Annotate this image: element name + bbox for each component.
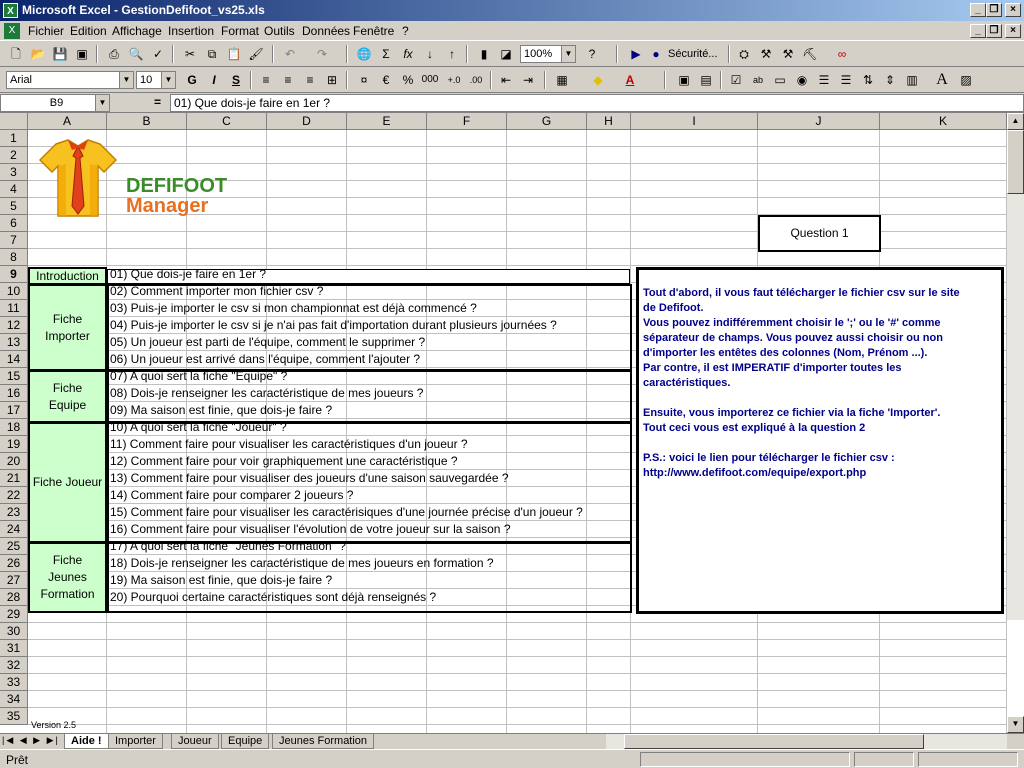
thousands-button[interactable]: 000	[421, 74, 439, 85]
currency-style-icon[interactable]: ¤	[360, 73, 368, 87]
row-header[interactable]: 7	[0, 232, 28, 249]
align-left-icon[interactable]: ≡	[262, 73, 270, 87]
separator	[466, 45, 468, 63]
decrease-decimal-icon[interactable]: .00	[469, 75, 483, 85]
link-icon[interactable]: ∞	[837, 47, 847, 61]
tab-nav-icons[interactable]: |◀ ◀ ▶ ▶|	[2, 735, 60, 745]
align-center-icon[interactable]: ≡	[284, 73, 292, 87]
row-header[interactable]: 15	[0, 368, 28, 385]
record-macro-icon[interactable]: ●	[652, 47, 660, 61]
row-header[interactable]: 5	[0, 198, 28, 215]
chevron-down-icon[interactable]: ▼	[95, 95, 109, 111]
visual-basic-icon[interactable]: ⛭	[739, 47, 749, 61]
run-macro-icon[interactable]: ▶	[631, 47, 641, 61]
autosum-icon[interactable]: Σ	[382, 47, 390, 61]
sort-desc-icon[interactable]: ↑	[449, 47, 455, 61]
tab-equipe[interactable]: Equipe	[221, 734, 269, 749]
gridline	[28, 622, 1007, 623]
menu-format[interactable]: Format	[221, 24, 260, 38]
menu-fichier[interactable]: Fichier	[28, 24, 65, 38]
fill-color-icon[interactable]: ◆	[593, 73, 603, 87]
gridline	[28, 146, 1007, 147]
function-icon[interactable]: fx	[403, 47, 413, 61]
zoom-value: 100%	[524, 48, 553, 60]
gridline	[28, 690, 1007, 691]
question-cell[interactable]: 13) Comment faire pour visualiser des joueurs d'une saison sauvegardée ?	[110, 471, 509, 485]
menu-outils[interactable]: Outils	[264, 24, 295, 38]
question-cell[interactable]: 19) Ma saison est finie, que dois-je faire ?	[110, 573, 333, 587]
increase-indent-icon[interactable]: ⇥	[522, 73, 534, 87]
gridline	[28, 265, 1007, 266]
question-cell[interactable]: 15) Comment faire pour visualiser les caractérisiques d'une journée précise d'un joueur ?	[110, 505, 583, 519]
row-header[interactable]: 28	[0, 589, 28, 606]
column-header[interactable]: D	[267, 113, 347, 130]
image-control-icon[interactable]: ▨	[960, 73, 972, 87]
menu-donnees[interactable]: Données	[302, 24, 351, 38]
font-size-value: 10	[140, 74, 153, 86]
category-fiche-joueur[interactable]: Fiche Joueur	[28, 422, 107, 543]
column-header[interactable]: I	[631, 113, 758, 130]
answer-line: caractéristiques.	[643, 377, 731, 389]
h-scroll-thumb[interactable]	[624, 734, 924, 749]
row-header[interactable]: 24	[0, 521, 28, 538]
question-cell[interactable]: 14) Comment faire pour comparer 2 joueurs ?	[110, 488, 354, 502]
gridline	[28, 673, 1007, 674]
minimize-button[interactable]: _	[970, 3, 986, 17]
row-header[interactable]: 13	[0, 334, 28, 351]
chevron-down-icon[interactable]: ▼	[119, 72, 133, 88]
option-control-icon[interactable]: ◉	[796, 73, 808, 87]
separator	[272, 45, 274, 63]
row-header[interactable]: 14	[0, 351, 28, 368]
separator	[96, 45, 98, 63]
question-cell[interactable]: 07) A quoi sert la fiche "Equipe" ?	[110, 369, 288, 383]
chart-wizard-icon[interactable]: ▮	[480, 47, 488, 61]
status-panel	[854, 752, 914, 767]
row-header[interactable]: 17	[0, 402, 28, 419]
question-cell[interactable]: 16) Comment faire pour visualiser l'évolution de votre joueur sur la saison ?	[110, 522, 511, 536]
euro-button[interactable]: €	[382, 73, 390, 87]
italic-button[interactable]: I	[212, 73, 216, 87]
formula-equals: =	[154, 95, 162, 109]
title-bar	[0, 0, 1024, 21]
row-header[interactable]: 31	[0, 640, 28, 657]
separator	[720, 71, 722, 89]
question-cell[interactable]: 06) Un joueur est arrivé dans l'équipe, comment l'ajouter ?	[110, 352, 421, 366]
answer-line	[643, 436, 997, 451]
question-cell[interactable]: 08) Dois-je renseigner les caractéristique de mes joueurs ?	[110, 386, 424, 400]
separator	[346, 45, 348, 63]
bold-button[interactable]: G	[187, 73, 197, 87]
column-header[interactable]: K	[880, 113, 1007, 130]
percent-button[interactable]: %	[402, 73, 414, 87]
question-cell[interactable]: 18) Dois-je renseigner les caractéristique de mes joueurs en formation ?	[110, 556, 494, 570]
separator	[616, 45, 618, 63]
answer-line: de Defifoot.	[643, 302, 704, 314]
row-header[interactable]: 27	[0, 572, 28, 589]
tab-jeunes-formation[interactable]: Jeunes Formation	[272, 734, 374, 749]
increase-decimal-icon[interactable]: +.0	[447, 75, 461, 85]
paste-icon[interactable]: 📋	[226, 47, 242, 61]
gridline	[28, 639, 1007, 640]
question-cell[interactable]: 02) Comment importer mon fichier csv ?	[110, 284, 324, 298]
security-button[interactable]: Sécurité...	[668, 48, 718, 60]
question-cell[interactable]: 12) Comment faire pour voir graphiquement une caractéristique ?	[110, 454, 458, 468]
column-header[interactable]: C	[187, 113, 267, 130]
question-cell[interactable]: 01) Que dois-je faire en 1er ?	[110, 267, 267, 281]
status-panel	[918, 752, 1018, 767]
font-name-value: Arial	[10, 74, 33, 86]
logo-title: DEFIFOOT	[126, 175, 228, 197]
row-header[interactable]: 3	[0, 164, 28, 181]
drawing-icon[interactable]: ◪	[500, 47, 512, 61]
tab-aide[interactable]: Aide !	[64, 734, 109, 749]
formula-bar	[0, 93, 1024, 113]
row-header[interactable]: 8	[0, 249, 28, 266]
row-header[interactable]: 6	[0, 215, 28, 232]
design-mode-icon[interactable]: ⚒	[782, 47, 794, 61]
scroll-up-button[interactable]: ▲	[1007, 113, 1024, 130]
category-introduction[interactable]: Introduction	[28, 267, 107, 285]
properties-icon[interactable]: ⛏	[802, 47, 818, 61]
row-header[interactable]: 12	[0, 317, 28, 334]
status-bar	[0, 749, 1024, 768]
cut-icon[interactable]: ✂	[184, 47, 196, 61]
scrollbar-control-icon[interactable]: ▥	[906, 73, 918, 87]
undo-icon[interactable]: ↶	[284, 47, 296, 61]
separator	[172, 45, 174, 63]
menu-fenetre[interactable]: Fenêtre	[353, 24, 395, 38]
row-header[interactable]: 29	[0, 606, 28, 623]
gridline	[28, 707, 1007, 708]
row-header[interactable]: 23	[0, 504, 28, 521]
answer-panel	[636, 267, 1004, 614]
menu-insertion[interactable]: Insertion	[168, 24, 215, 38]
answer-line	[643, 391, 997, 406]
column-header[interactable]: J	[758, 113, 880, 130]
merge-center-icon[interactable]: ⊞	[326, 73, 338, 87]
separator	[490, 71, 492, 89]
chevron-down-icon[interactable]: ▼	[561, 46, 575, 62]
font-name-combo[interactable]	[6, 71, 134, 89]
answer-line: d'importer les entêtes des colonnes (Nom, Prénom ...).	[643, 347, 928, 359]
version-label: Version 2.5	[31, 720, 77, 730]
separator	[728, 45, 730, 63]
align-right-icon[interactable]: ≡	[306, 73, 314, 87]
hyperlink-icon[interactable]: 🌐	[356, 47, 372, 61]
listbox-control-icon[interactable]: ☰	[818, 73, 830, 87]
redo-icon[interactable]: ↷	[316, 47, 328, 61]
question-cell[interactable]: 03) Puis-je importer le csv si mon championnat est déjà commencé ?	[110, 301, 477, 315]
row-header[interactable]: 22	[0, 487, 28, 504]
doc-close-button[interactable]: ×	[1005, 24, 1021, 38]
category-fiche-importer[interactable]: Fiche Importer	[28, 284, 107, 371]
borders-icon[interactable]: ▦	[556, 73, 568, 87]
underline-button[interactable]: S	[231, 73, 240, 87]
textbox-control-icon[interactable]: ab	[752, 75, 763, 85]
separator	[664, 71, 666, 89]
menu-edition[interactable]: Edition	[70, 24, 107, 38]
column-header[interactable]: G	[507, 113, 587, 130]
answer-line: Vous pouvez indifféremment choisir le ';' ou le '#' comme	[643, 317, 941, 329]
zoom-combo[interactable]	[520, 45, 576, 63]
logo-subtitle: Manager	[126, 195, 209, 217]
chevron-down-icon[interactable]: ▼	[161, 72, 175, 88]
doc-minimize-button[interactable]: _	[970, 24, 986, 38]
tab-joueur[interactable]: Joueur	[171, 734, 219, 749]
tab-importer[interactable]: Importer	[108, 734, 163, 749]
column-header[interactable]: E	[347, 113, 427, 130]
window-title: Microsoft Excel - GestionDefifoot_vs25.xls	[22, 3, 265, 17]
answer-line: http://www.defifoot.com/equipe/export.php	[643, 467, 867, 479]
name-box-value: B9	[49, 97, 64, 109]
copy-icon[interactable]: ⧉	[207, 47, 217, 61]
font-size-combo[interactable]	[136, 71, 176, 89]
forms-icon-1[interactable]: ▣	[678, 73, 690, 87]
excel-app-icon[interactable]: X	[3, 3, 18, 18]
print-preview-icon[interactable]: 🔍	[128, 47, 144, 61]
horizontal-scrollbar[interactable]	[606, 734, 1007, 749]
restore-button[interactable]: ❐	[986, 3, 1002, 17]
row-header[interactable]: 33	[0, 674, 28, 691]
question-cell[interactable]: 20) Pourquoi certaine caractéristiques sont déjà renseignés ?	[110, 590, 437, 604]
question-cell[interactable]: 04) Puis-je importer le csv si je n'ai pas fait d'importation durant plusieurs journées ?	[110, 318, 557, 332]
spelling-icon[interactable]: ✓	[152, 47, 164, 61]
status-text: Prêt	[6, 753, 29, 767]
column-header[interactable]: F	[427, 113, 507, 130]
answer-line: Tout ceci vous est expliqué à la question 2	[643, 422, 866, 434]
sort-asc-icon[interactable]: ↓	[427, 47, 433, 61]
gridline	[28, 656, 1007, 657]
standard-toolbar	[0, 41, 1024, 67]
menu-bar	[0, 21, 1024, 41]
sheet-tab-bar	[0, 733, 1024, 749]
row-header[interactable]: 4	[0, 181, 28, 198]
question-cell[interactable]: 11) Comment faire pour visualiser les caractéristiques d'un joueur ?	[110, 437, 468, 451]
row-header[interactable]: 11	[0, 300, 28, 317]
status-panel	[640, 752, 850, 767]
spin-control-icon[interactable]: ⇕	[884, 73, 896, 87]
row-header[interactable]: 9	[0, 266, 28, 283]
decrease-indent-icon[interactable]: ⇤	[500, 73, 512, 87]
font-color-icon[interactable]: A	[625, 73, 635, 87]
format-painter-icon[interactable]: 🖌	[248, 47, 264, 61]
row-header[interactable]: 2	[0, 147, 28, 164]
close-button[interactable]: ×	[1005, 3, 1021, 17]
row-header[interactable]: 25	[0, 538, 28, 555]
save-icon[interactable]: 💾	[52, 47, 68, 61]
row-header[interactable]: 19	[0, 436, 28, 453]
question-number-box: Question 1	[758, 215, 881, 252]
row-header[interactable]: 18	[0, 419, 28, 436]
name-box[interactable]	[0, 94, 110, 112]
category-fiche-jeunes-formation[interactable]: Fiche Jeunes Formation	[28, 542, 107, 613]
separator	[346, 71, 348, 89]
toolbox-icon[interactable]: ⚒	[760, 47, 772, 61]
checkbox-control-icon[interactable]: ☑	[730, 73, 742, 87]
permission-icon[interactable]: ▣	[76, 47, 88, 61]
question-cell[interactable]: 10) A quoi sert la fiche "Joueur" ?	[110, 420, 287, 434]
column-header[interactable]: B	[107, 113, 187, 130]
formula-input[interactable]: 01) Que dois-je faire en 1er ?	[170, 94, 1024, 112]
question-cell[interactable]: 09) Ma saison est finie, que dois-je faire ?	[110, 403, 333, 417]
select-all-corner[interactable]	[0, 113, 28, 130]
column-header[interactable]: A	[28, 113, 107, 130]
row-header[interactable]: 10	[0, 283, 28, 300]
print-icon[interactable]: ⎙	[109, 47, 119, 61]
answer-line: P.S.: voici le lien pour télécharger le fichier csv :	[643, 452, 895, 464]
row-header[interactable]: 20	[0, 453, 28, 470]
answer-line: Par contre, il est IMPERATIF d'importer toutes les	[643, 362, 902, 374]
scroll-down-button[interactable]: ▼	[1007, 716, 1024, 733]
button-control-icon[interactable]: ▭	[774, 73, 786, 87]
toggle-control-icon[interactable]: ⇅	[862, 73, 874, 87]
scroll-thumb[interactable]	[1007, 130, 1024, 194]
separator	[544, 71, 546, 89]
gridline	[28, 163, 1007, 164]
answer-line: Tout d'abord, il vous faut télécharger le fichier csv sur le site	[643, 287, 960, 299]
menu-help[interactable]: ?	[402, 24, 409, 38]
question-cell[interactable]: 05) Un joueur est parti de l'équipe, comment le supprimer ?	[110, 335, 426, 349]
new-icon[interactable]: 🗋	[11, 47, 21, 61]
help-icon[interactable]: ?	[588, 47, 596, 61]
forms-icon-2[interactable]: ▤	[700, 73, 712, 87]
row-header[interactable]: 35	[0, 708, 28, 725]
open-icon[interactable]: 📂	[30, 47, 46, 61]
column-header[interactable]: H	[587, 113, 631, 130]
category-fiche-equipe[interactable]: Fiche Equipe	[28, 370, 107, 423]
answer-line: séparateur de champs. Vous pouvez aussi choisir ou non	[643, 332, 943, 344]
combo-control-icon[interactable]: ☰	[840, 73, 852, 87]
gridline	[28, 724, 1007, 725]
workbook-icon[interactable]: X	[4, 23, 20, 39]
menu-affichage[interactable]: Affichage	[112, 24, 162, 38]
row-header[interactable]: 16	[0, 385, 28, 402]
answer-line: Ensuite, vous importerez ce fichier via la fiche 'Importer'.	[643, 407, 941, 419]
separator	[250, 71, 252, 89]
row-header[interactable]: 30	[0, 623, 28, 640]
row-header[interactable]: 21	[0, 470, 28, 487]
row-header[interactable]: 1	[0, 130, 28, 147]
label-control-icon[interactable]: A	[936, 71, 948, 88]
jersey-logo	[38, 138, 118, 218]
row-header[interactable]: 26	[0, 555, 28, 572]
vertical-scrollbar[interactable]	[1007, 130, 1024, 620]
spreadsheet-grid[interactable]	[0, 113, 1024, 733]
doc-restore-button[interactable]: ❐	[986, 24, 1002, 38]
row-header[interactable]: 34	[0, 691, 28, 708]
formatting-toolbar	[0, 67, 1024, 93]
question-cell[interactable]: 17) A quoi sert la fiche "Jeunes Formation" ?	[110, 539, 346, 553]
row-header[interactable]: 32	[0, 657, 28, 674]
